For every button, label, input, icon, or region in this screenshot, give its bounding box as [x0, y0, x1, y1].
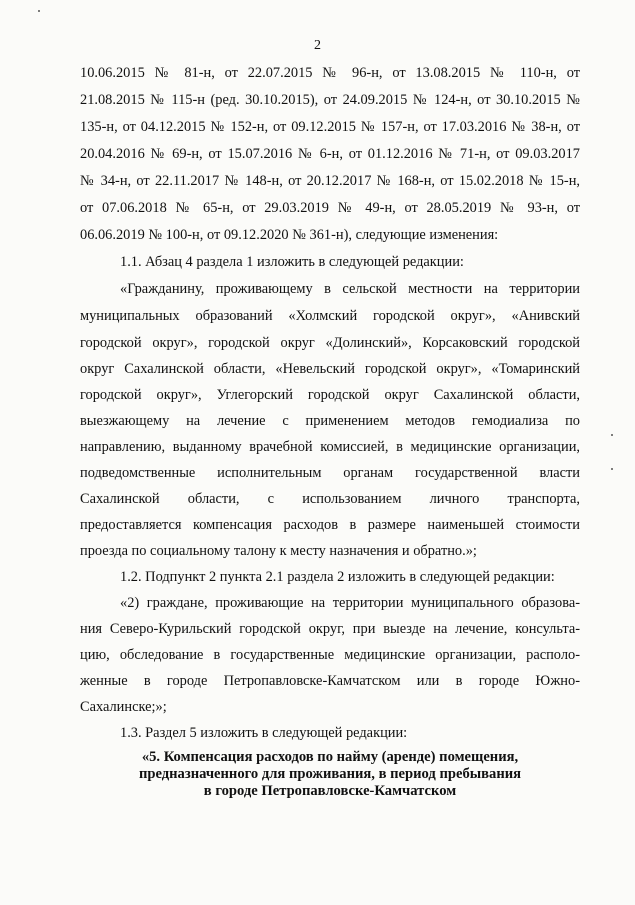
- quote-line: направлению, выданному врачебной комиссией, в медицинские организации,: [80, 439, 580, 455]
- intro-line: 21.08.2015 № 115-н (ред. 30.10.2015), от 24.09.2015 № 124-н, от 30.10.2015 №: [80, 92, 580, 108]
- quote-line: городской округ», городской округ «Долинский», Корсаковский городской: [80, 335, 580, 351]
- quote-line: проезда по социальному талону к месту назначения и обратно.»;: [80, 543, 477, 559]
- section-title-line: в городе Петропавловске-Камчатском: [203, 783, 457, 799]
- quote-line: округ Сахалинской области, «Невельский городской округ», «Томаринский: [80, 361, 580, 377]
- intro-line: 06.06.2019 № 100-н, от 09.12.2020 № 361-н), следующие изменения:: [80, 227, 499, 243]
- quote-line: женные в городе Петропавловске-Камчатском или в городе Южно-: [80, 673, 580, 689]
- intro-line: от 07.06.2018 № 65-н, от 29.03.2019 № 49-н, от 28.05.2019 № 93-н, от: [80, 200, 580, 216]
- quote-line: муниципальных образований «Холмский городской округ», «Анивский: [80, 308, 580, 324]
- quote-line: ния Северо-Курильский городской округ, при выезде на лечение, консульта-: [80, 621, 580, 637]
- quote-line: Сахалинске;»;: [80, 699, 167, 715]
- quote-line: подведомственные исполнительным органам государственной власти: [80, 465, 580, 481]
- section-title-line: «5. Компенсация расходов по найму (аренде) помещения,: [141, 749, 519, 765]
- intro-line: № 34-н, от 22.11.2017 № 148-н, от 20.12.2017 № 168-н, от 15.02.2018 № 15-н,: [80, 173, 580, 189]
- intro-line: 20.04.2016 № 69-н, от 15.07.2016 № 6-н, от 01.12.2016 № 71-н, от 09.03.2017: [80, 146, 580, 162]
- intro-line: 135-н, от 04.12.2015 № 152-н, от 09.12.2015 № 157-н, от 17.03.2016 № 38-н, от: [80, 119, 580, 135]
- quote-line: выезжающему на лечение с применением методов гемодиализа по: [80, 413, 580, 429]
- quote-line: «2) граждане, проживающие на территории муниципального образова-: [120, 595, 580, 611]
- quote-line: «Гражданину, проживающему в сельской местности на территории: [120, 281, 580, 297]
- page-number: 2: [314, 38, 321, 53]
- quote-line: городской округ», Углегорский городской округ Сахалинской области,: [80, 387, 580, 403]
- item-1-1-heading: 1.1. Абзац 4 раздела 1 изложить в следующей редакции:: [120, 254, 464, 270]
- scan-speck: [611, 434, 613, 436]
- item-1-3-heading: 1.3. Раздел 5 изложить в следующей редакции:: [120, 725, 408, 741]
- scan-speck: [38, 10, 40, 12]
- scan-speck: [611, 468, 613, 470]
- item-1-2-heading: 1.2. Подпункт 2 пункта 2.1 раздела 2 изложить в следующей редакции:: [120, 569, 555, 585]
- intro-line: 10.06.2015 № 81-н, от 22.07.2015 № 96-н, от 13.08.2015 № 110-н, от: [80, 65, 580, 81]
- quote-line: цию, обследование в государственные медицинские организации, располо-: [80, 647, 580, 663]
- section-title-line: предназначенного для проживания, в период пребывания: [138, 766, 522, 782]
- quote-line: предоставляется компенсация расходов в размере наименьшей стоимости: [80, 517, 580, 533]
- quote-line: Сахалинской области, с использованием личного транспорта,: [80, 491, 580, 507]
